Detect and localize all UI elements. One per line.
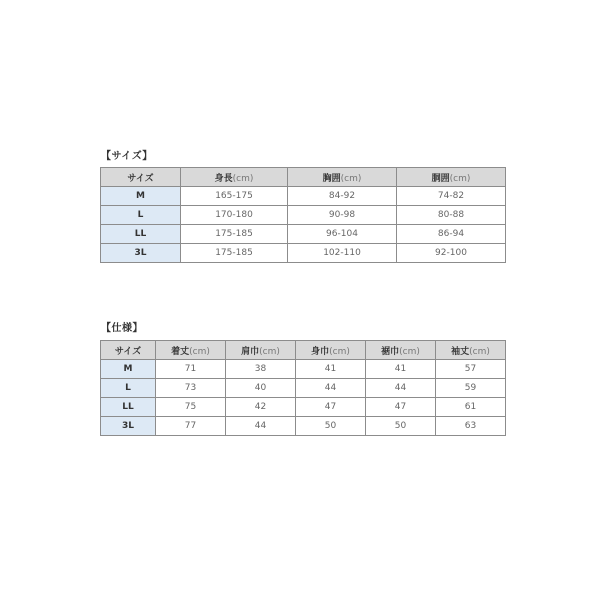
body-width-cell: 50 bbox=[296, 417, 366, 436]
table-row bbox=[101, 360, 506, 379]
shoulder-cell: 44 bbox=[226, 417, 296, 436]
sleeve-cell: 59 bbox=[436, 379, 506, 398]
hem-width-cell: 44 bbox=[366, 379, 436, 398]
size-label: LL bbox=[101, 225, 181, 244]
table-row bbox=[101, 187, 506, 206]
waist-cell: 74-82 bbox=[397, 187, 506, 206]
chest-cell: 90-98 bbox=[288, 206, 397, 225]
table-row bbox=[101, 244, 506, 263]
chest-cell: 102-110 bbox=[288, 244, 397, 263]
table-row bbox=[101, 225, 506, 244]
size-table-header-row bbox=[101, 168, 506, 187]
size-header-size: サイズ bbox=[101, 168, 181, 187]
spec-header-sleeve: 袖丈(cm) bbox=[436, 341, 506, 360]
shoulder-cell: 40 bbox=[226, 379, 296, 398]
height-cell: 175-185 bbox=[181, 244, 288, 263]
length-cell: 77 bbox=[156, 417, 226, 436]
table-row bbox=[101, 398, 506, 417]
size-label: M bbox=[101, 360, 156, 379]
hem-width-cell: 41 bbox=[366, 360, 436, 379]
size-header-waist: 胴囲(cm) bbox=[397, 168, 506, 187]
table-row bbox=[101, 379, 506, 398]
height-cell: 170-180 bbox=[181, 206, 288, 225]
sleeve-cell: 57 bbox=[436, 360, 506, 379]
spec-header-shoulder: 肩巾(cm) bbox=[226, 341, 296, 360]
height-cell: 175-185 bbox=[181, 225, 288, 244]
sleeve-cell: 61 bbox=[436, 398, 506, 417]
size-header-chest: 胸囲(cm) bbox=[288, 168, 397, 187]
chest-cell: 84-92 bbox=[288, 187, 397, 206]
spec-header-body-width: 身巾(cm) bbox=[296, 341, 366, 360]
length-cell: 75 bbox=[156, 398, 226, 417]
table-row bbox=[101, 206, 506, 225]
table-row bbox=[101, 417, 506, 436]
size-label: L bbox=[101, 206, 181, 225]
waist-cell: 80-88 bbox=[397, 206, 506, 225]
hem-width-cell: 50 bbox=[366, 417, 436, 436]
size-table bbox=[100, 167, 506, 263]
body-width-cell: 47 bbox=[296, 398, 366, 417]
size-label: LL bbox=[101, 398, 156, 417]
size-section-title: 【サイズ】 bbox=[101, 151, 153, 162]
hem-width-cell: 47 bbox=[366, 398, 436, 417]
length-cell: 71 bbox=[156, 360, 226, 379]
waist-cell: 92-100 bbox=[397, 244, 506, 263]
size-label: 3L bbox=[101, 417, 156, 436]
size-label: M bbox=[101, 187, 181, 206]
spec-table bbox=[100, 340, 506, 436]
spec-header-length: 着丈(cm) bbox=[156, 341, 226, 360]
sleeve-cell: 63 bbox=[436, 417, 506, 436]
length-cell: 73 bbox=[156, 379, 226, 398]
height-cell: 165-175 bbox=[181, 187, 288, 206]
shoulder-cell: 38 bbox=[226, 360, 296, 379]
size-label: 3L bbox=[101, 244, 181, 263]
chest-cell: 96-104 bbox=[288, 225, 397, 244]
spec-header-hem-width: 裾巾(cm) bbox=[366, 341, 436, 360]
body-width-cell: 41 bbox=[296, 360, 366, 379]
waist-cell: 86-94 bbox=[397, 225, 506, 244]
shoulder-cell: 42 bbox=[226, 398, 296, 417]
spec-section-title: 【仕様】 bbox=[101, 323, 143, 334]
body-width-cell: 44 bbox=[296, 379, 366, 398]
size-header-height: 身長(cm) bbox=[181, 168, 288, 187]
spec-header-size: サイズ bbox=[101, 341, 156, 360]
size-label: L bbox=[101, 379, 156, 398]
spec-table-header-row bbox=[101, 341, 506, 360]
